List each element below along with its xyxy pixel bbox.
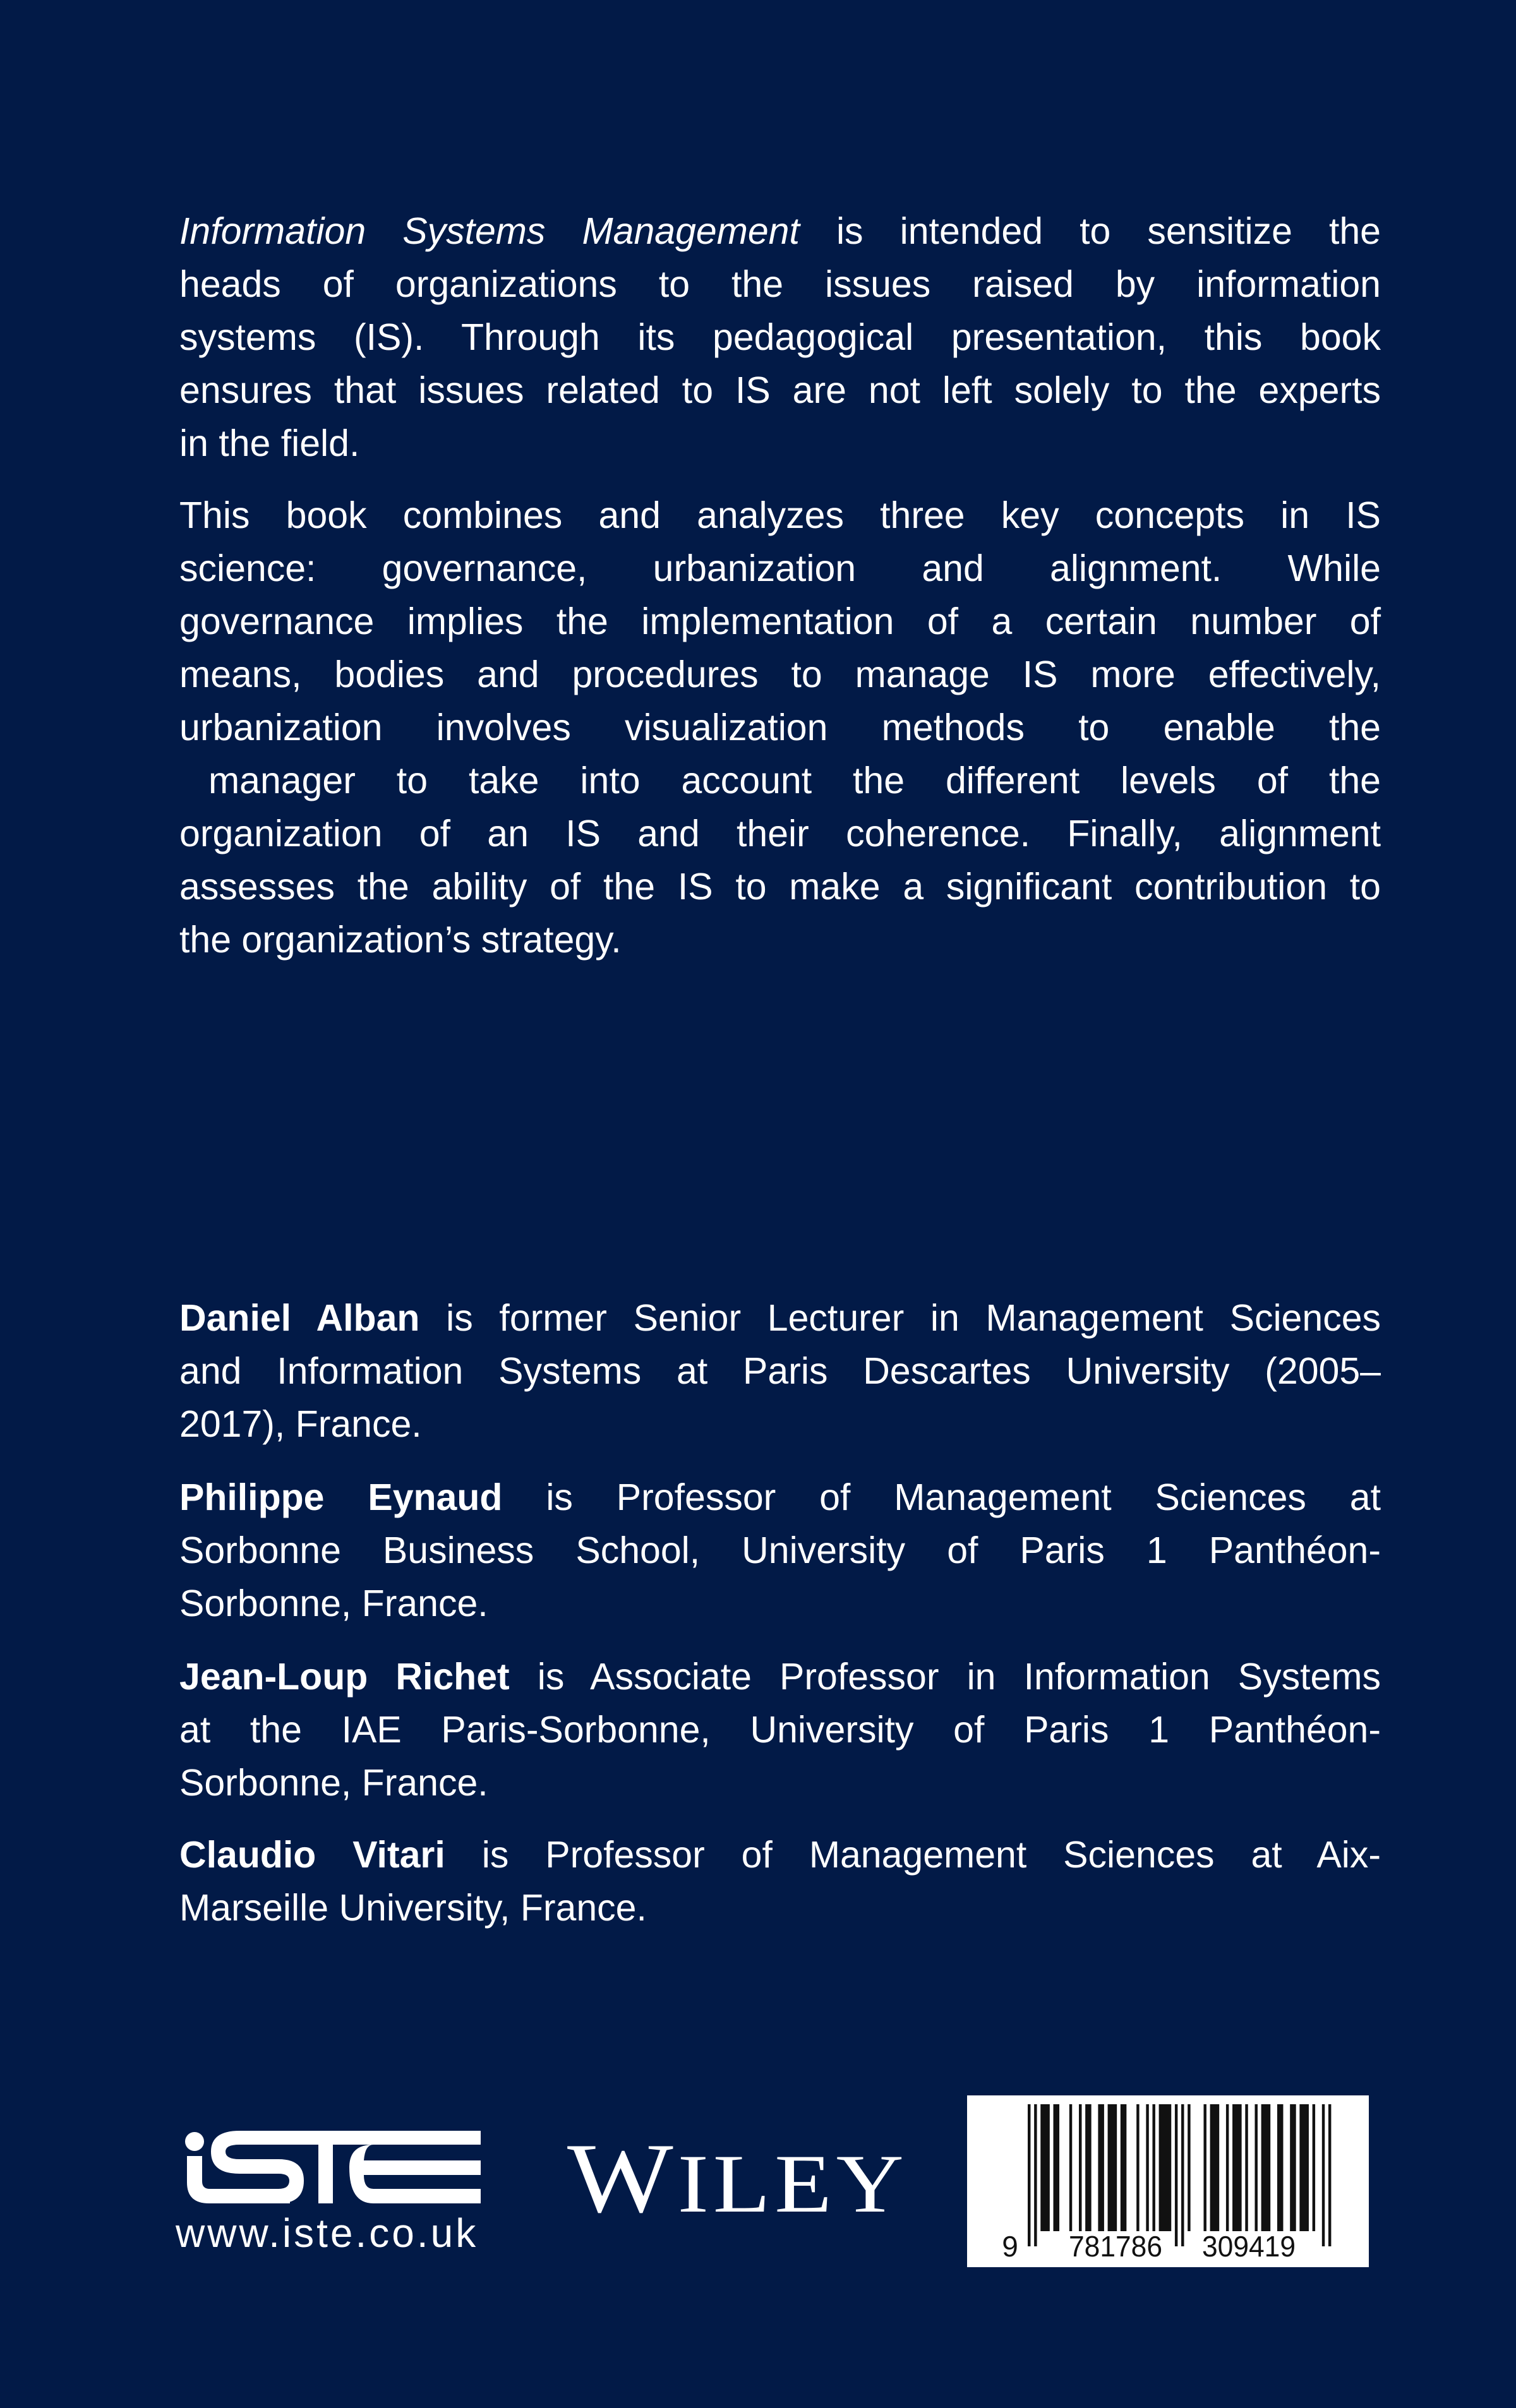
wiley-logo-rest: ILEY	[677, 2137, 908, 2230]
author-name: Claudio Vitari	[179, 1834, 445, 1876]
barcode-bar	[1226, 2104, 1229, 2231]
blurb-line-text: systems (IS). Through its pedagogical presentation, this book	[179, 316, 1381, 358]
barcode-bar	[1290, 2104, 1296, 2231]
blurb-line	[179, 754, 1381, 807]
author-bio-line	[179, 1756, 1381, 1809]
author-bio-text: is Professor of Management Sciences at Aix-	[445, 1834, 1381, 1876]
barcode-bar	[1040, 2104, 1050, 2231]
barcode-guard-bar	[1322, 2104, 1325, 2246]
barcode-bars	[1028, 2104, 1331, 2246]
blurb-line	[179, 311, 1381, 364]
isbn-barcode	[967, 2095, 1369, 2267]
barcode-bar	[1152, 2104, 1155, 2231]
blurb-line-text: assesses the ability of the IS to make a significant contribution to	[179, 866, 1381, 907]
author-bio-text: Marseille University, France.	[179, 1887, 647, 1929]
blurb-line-text: governance implies the implementation of a certain number of	[179, 601, 1381, 642]
blurb-line-text: organization of an IS and their coherence. Finally, alignment	[179, 813, 1381, 854]
author-bio-line	[179, 1471, 1381, 1524]
barcode-bar	[1121, 2104, 1127, 2231]
barcode-bar	[1136, 2104, 1139, 2231]
author-bio-text: is former Senior Lecturer in Management Sciences	[419, 1297, 1381, 1339]
iste-logo-dot	[185, 2132, 204, 2151]
barcode-guard-bar	[1328, 2104, 1331, 2246]
author-bio-text: Sorbonne, France.	[179, 1762, 488, 1804]
barcode-bar	[1203, 2104, 1206, 2231]
barcode-bar	[1146, 2104, 1148, 2231]
barcode-guard-bar	[1034, 2104, 1037, 2246]
blurb-line-text: urbanization involves visualization methods to enable the	[179, 707, 1381, 748]
barcode-bar	[1069, 2104, 1072, 2231]
blurb-line-text: means, bodies and procedures to manage IS more effectively,	[179, 654, 1381, 695]
barcode-bar	[1188, 2104, 1190, 2231]
author-bio-text: at the IAE Paris-Sorbonne, University of Paris 1 Panthéon-	[179, 1709, 1381, 1751]
barcode-bar	[1299, 2104, 1309, 2231]
author-bio-line	[179, 1398, 1381, 1451]
blurb-line	[179, 258, 1381, 311]
barcode-guard-bar	[1028, 2104, 1030, 2246]
blurb-line-text: the organization’s strategy.	[179, 919, 622, 961]
barcode-bar	[1098, 2104, 1104, 2231]
barcode-bar	[1210, 2104, 1220, 2231]
barcode-bar	[1108, 2104, 1117, 2231]
author-bio-line	[179, 1703, 1381, 1756]
author-bio-line	[179, 1881, 1381, 1934]
barcode-digit-first: 9	[1002, 2230, 1018, 2263]
author-name: Jean-Loup Richet	[179, 1656, 510, 1698]
barcode-bar	[1313, 2104, 1315, 2231]
author-bio-text: 2017), France.	[179, 1403, 422, 1445]
barcode-bar	[1159, 2104, 1172, 2231]
author-bio-text: Sorbonne, France.	[179, 1583, 488, 1624]
blurb-line	[179, 595, 1381, 648]
barcode-digits-right: 309419	[1202, 2230, 1296, 2263]
blurb-line-text: heads of organizations to the issues raised by information	[179, 263, 1381, 305]
book-title: Information Systems Management	[179, 210, 800, 252]
iste-logo	[184, 2129, 481, 2203]
barcode-bar	[1245, 2104, 1248, 2231]
author-bio-line	[179, 1577, 1381, 1630]
barcode-guard-bar	[1175, 2104, 1177, 2246]
blurb-line	[179, 542, 1381, 595]
barcode-graphic	[967, 2095, 1369, 2267]
blurb-line	[179, 860, 1381, 913]
blurb-line-text: manager to take into account the different levels of the	[208, 760, 1381, 801]
barcode-bar	[1254, 2104, 1257, 2231]
author-bio-text: is Professor of Management Sciences at	[502, 1477, 1381, 1518]
author-bio-line	[179, 1524, 1381, 1577]
blurb-line	[179, 364, 1381, 417]
author-bio-text: and Information Systems at Paris Descartes University (2005–	[179, 1350, 1381, 1392]
iste-website-link[interactable]: www.iste.co.uk	[176, 2210, 479, 2256]
barcode-bar	[1054, 2104, 1060, 2231]
iste-logo-t-stem	[318, 2145, 333, 2203]
barcode-guard-bar	[1181, 2104, 1184, 2246]
blurb-line	[179, 701, 1381, 754]
blurb-line	[179, 913, 1381, 966]
wiley-logo	[567, 2123, 908, 2234]
author-bio-line	[179, 1291, 1381, 1345]
blurb-line-text: in the field.	[179, 422, 360, 464]
author-bio-line	[179, 1650, 1381, 1703]
blurb-line	[179, 648, 1381, 701]
blurb-line-text: ensures that issues related to IS are not left solely to the experts	[179, 369, 1381, 411]
barcode-bar	[1085, 2104, 1092, 2231]
blurb-line	[179, 205, 1381, 258]
barcode-digits-left: 781786	[1069, 2230, 1162, 2263]
author-bio-line	[179, 1828, 1381, 1881]
blurb-line-text: is intended to sensitize the	[799, 210, 1381, 252]
blurb-line	[179, 807, 1381, 860]
barcode-bar	[1261, 2104, 1271, 2231]
barcode-bar	[1079, 2104, 1081, 2231]
author-bio-text: Sorbonne Business School, University of Paris 1 Panthéon-	[179, 1530, 1381, 1571]
author-name: Daniel Alban	[179, 1297, 420, 1339]
blurb-line	[179, 489, 1381, 542]
author-bio-line	[179, 1345, 1381, 1398]
blurb-line-text: science: governance, urbanization and alignment. While	[179, 548, 1381, 589]
barcode-bar	[1232, 2104, 1242, 2231]
author-name: Philippe Eynaud	[179, 1477, 503, 1518]
author-bio-text: is Associate Professor in Information Systems	[509, 1656, 1381, 1698]
barcode-bar	[1277, 2104, 1284, 2231]
iste-logo-e	[349, 2145, 481, 2203]
blurb-line-text: This book combines and analyzes three key concepts in IS	[179, 494, 1381, 536]
blurb-line	[179, 417, 1381, 470]
wiley-logo-initial: W	[567, 2123, 678, 2234]
